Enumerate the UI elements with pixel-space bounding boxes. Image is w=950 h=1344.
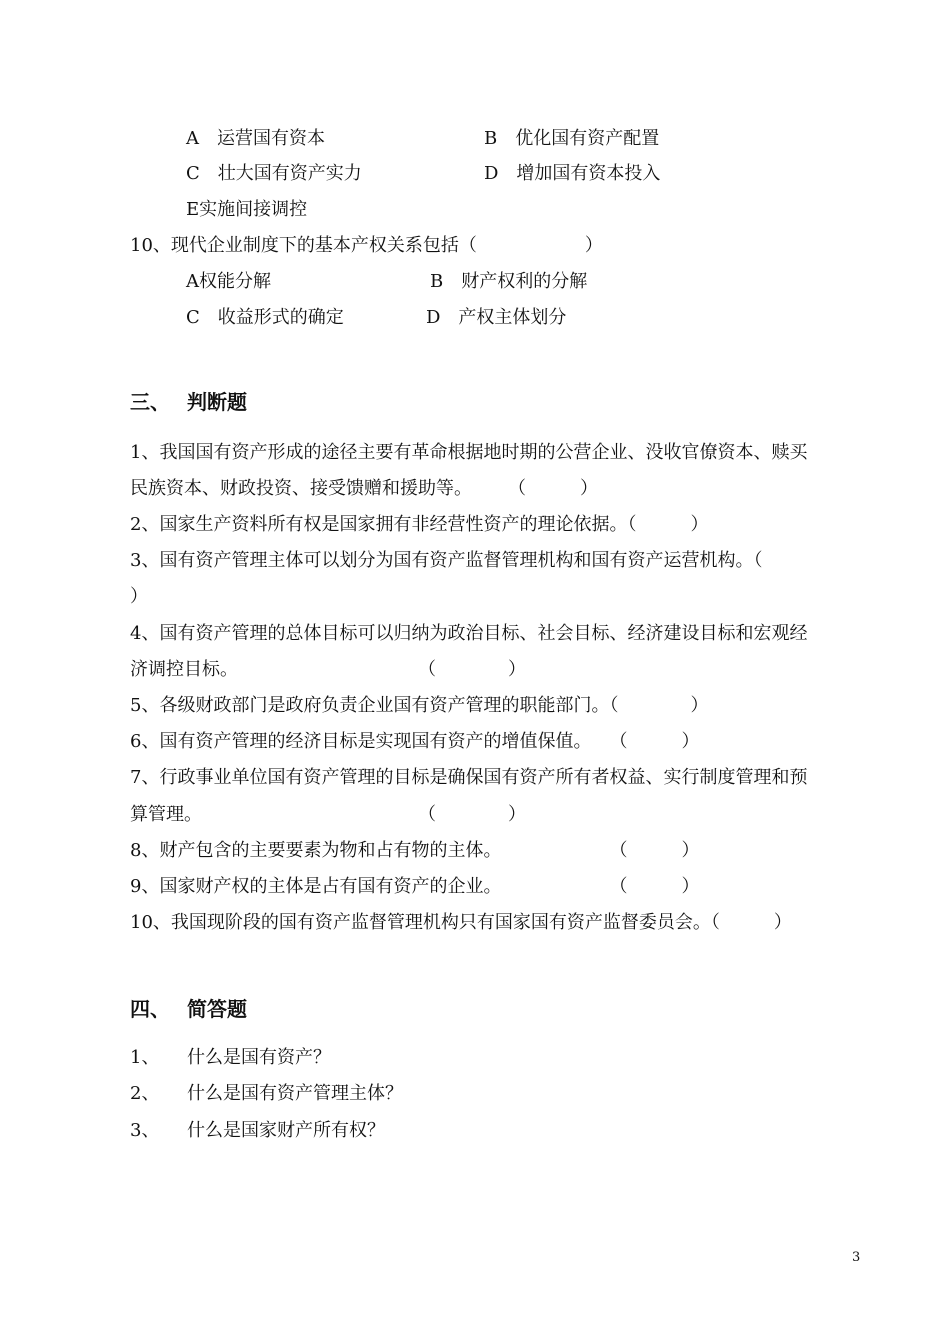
judge-item-1-line-2: 民族资本、财政投资、接受馈赠和援助等。 （ ） <box>130 478 598 499</box>
judge-item-4-line-1: 4、国有资产管理的总体目标可以归纳为政治目标、社会目标、经济建设目标和宏观经 <box>130 623 808 644</box>
q10-option-d: D 产权主体划分 <box>426 307 567 328</box>
q10-option-a: A权能分解 <box>186 271 271 292</box>
option-c: C 壮大国有资产实力 <box>186 163 362 184</box>
q10-option-c: C 收益形式的确定 <box>186 307 344 328</box>
judge-item-1-line-1: 1、我国国有资产形成的途径主要有革命根据地时期的公营企业、没收官僚资本、赎买 <box>130 442 808 463</box>
option-d: D 增加国有资本投入 <box>484 163 661 184</box>
short-answer-1-number: 1、 <box>130 1047 160 1068</box>
short-answer-2-number: 2、 <box>130 1083 160 1104</box>
section-4-title: 简答题 <box>187 997 247 1021</box>
option-a: A 运营国有资本 <box>186 128 325 149</box>
section-4-number: 四、 <box>130 997 170 1021</box>
judge-item-2: 2、国家生产资料所有权是国家拥有非经营性资产的理论依据。（ ） <box>130 514 709 535</box>
section-3-title: 判断题 <box>187 390 247 414</box>
judge-item-3-line-2: ） <box>130 586 148 607</box>
option-e: E实施间接调控 <box>186 199 308 220</box>
q10-option-b: B 财产权利的分解 <box>430 271 588 292</box>
judge-item-7-line-1: 7、行政事业单位国有资产管理的目标是确保国有资产所有者权益、实行制度管理和预 <box>130 767 808 788</box>
option-b: B 优化国有资产配置 <box>484 128 660 149</box>
judge-item-4-line-2: 济调控目标。 （ ） <box>130 659 526 680</box>
judge-item-7-line-2: 算管理。 （ ） <box>130 804 526 825</box>
question-10: 10、现代企业制度下的基本产权关系包括（ ） <box>130 235 603 256</box>
short-answer-3-text: 什么是国家财产所有权？ <box>187 1120 385 1141</box>
judge-item-5: 5、各级财政部门是政府负责企业国有资产管理的职能部门。（ ） <box>130 695 709 716</box>
judge-item-8: 8、财产包含的主要要素为物和占有物的主体。 （ ） <box>130 840 700 861</box>
section-3-number: 三、 <box>130 390 170 414</box>
short-answer-3-number: 3、 <box>130 1120 160 1141</box>
judge-item-6: 6、国有资产管理的经济目标是实现国有资产的增值保值。 （ ） <box>130 731 700 752</box>
short-answer-1-text: 什么是国有资产？ <box>187 1047 331 1068</box>
page-number: 3 <box>852 1250 861 1265</box>
judge-item-10: 10、我国现阶段的国有资产监督管理机构只有国家国有资产监督委员会。（ ） <box>130 912 792 933</box>
judge-item-3-line-1: 3、国有资产管理主体可以划分为国有资产监督管理机构和国有资产运营机构。（ <box>130 550 763 571</box>
short-answer-2-text: 什么是国有资产管理主体？ <box>187 1083 403 1104</box>
judge-item-9: 9、国家财产权的主体是占有国有资产的企业。 （ ） <box>130 876 700 897</box>
